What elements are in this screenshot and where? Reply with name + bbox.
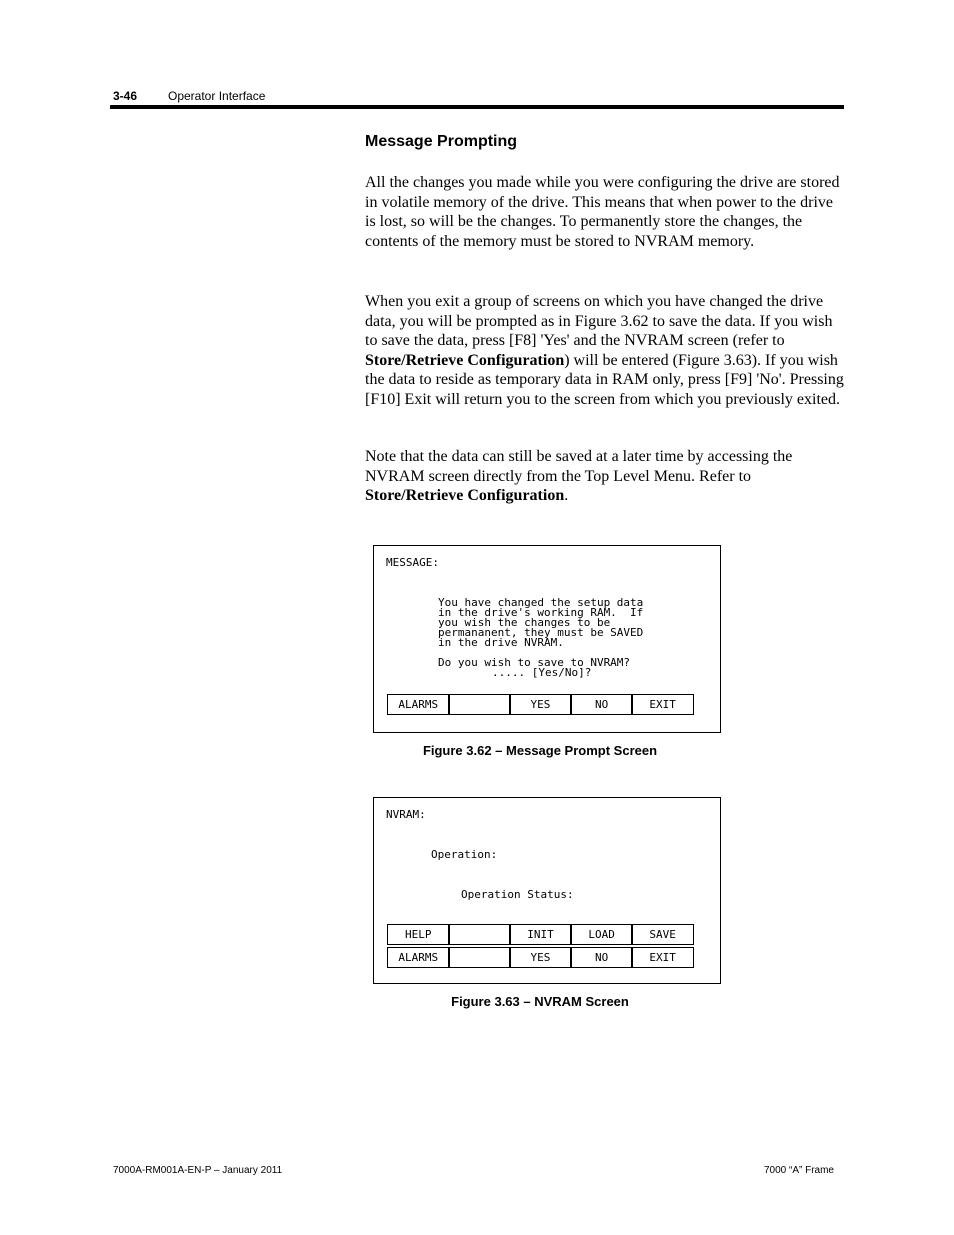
load-softkey[interactable]: LOAD [570,924,633,945]
screen-title: MESSAGE: [386,556,439,569]
yes-softkey[interactable]: YES [509,694,572,715]
blank-softkey[interactable] [448,924,511,945]
paragraph-save-prompt [365,292,845,409]
alarms-softkey[interactable]: ALARMS [387,694,450,715]
message-line: You have changed the setup data [438,596,644,609]
no-softkey[interactable]: NO [570,694,633,715]
softkey-bar-top [387,924,694,945]
paragraph-text: ) will be entered (Figure 3.63). If you wish the data to reside as temporary data in RAM only, press [F9] 'No'. Pressing [F10] Exit will return you to the screen from which you previously exited. [365,351,844,408]
paragraph-text: Note that the data can still be saved at a later time by accessing the NVRAM screen directly from the Top Level Menu. Refer to [365,448,793,485]
save-question: Do you wish to save to NVRAM? [438,656,631,669]
footer-document-id: 7000A-RM001A-EN-P – January 2011 [113,1165,283,1176]
paragraph-later-save [365,447,845,506]
operation-status-label: Operation Status: [461,888,574,901]
message-prompt-screen [373,545,721,733]
help-softkey[interactable]: HELP [387,924,450,945]
init-softkey[interactable]: INIT [509,924,572,945]
blank-softkey[interactable] [448,694,511,715]
message-line: you wish the changes to be [438,616,611,629]
exit-softkey[interactable]: EXIT [631,694,694,715]
alarms-softkey[interactable]: ALARMS [387,947,450,968]
page-number: 3-46 [113,89,138,103]
section-heading: Message Prompting [365,133,518,150]
figure-caption: Figure 3.63 – NVRAM Screen [451,994,629,1009]
message-line: permananent, they must be SAVED [438,626,644,639]
save-softkey[interactable]: SAVE [631,924,694,945]
message-line: in the drive NVRAM. [438,636,564,649]
figure-caption: Figure 3.62 – Message Prompt Screen [422,743,658,758]
blank-softkey[interactable] [448,947,511,968]
exit-softkey[interactable]: EXIT [631,947,694,968]
cross-reference: Store/Retrieve Configuration [365,487,565,504]
no-softkey[interactable]: NO [570,947,633,968]
paragraph-text: . [564,487,569,504]
softkey-bar [387,694,694,715]
operation-label: Operation: [431,848,498,861]
yes-no-prompt: ..... [Yes/No]? [492,666,592,679]
running-head: Operator Interface [168,89,266,103]
message-line: in the drive's working RAM. If [438,606,644,619]
footer-product-name: 7000 “A” Frame [763,1165,834,1176]
header-rule [110,105,844,109]
paragraph-text: When you exit a group of screens on which you have changed the drive data, you will be prompted as in Figure 3.62 to save the data. If you wish to save the data, press [F8] 'Yes' and the NVRAM screen (refer to [365,293,833,349]
paragraph-volatile-memory: All the changes you made while you were configuring the drive are stored in volatile memory of the drive. This means that when power to the drive is lost, so will be the changes. To permanently store the changes, the contents of the memory must be stored to NVRAM memory. [365,174,840,250]
screen-title: NVRAM: [386,808,426,821]
nvram-screen [373,797,721,984]
softkey-bar-bottom [387,947,694,968]
cross-reference: Store/Retrieve Configuration [365,351,565,369]
yes-softkey[interactable]: YES [509,947,572,968]
